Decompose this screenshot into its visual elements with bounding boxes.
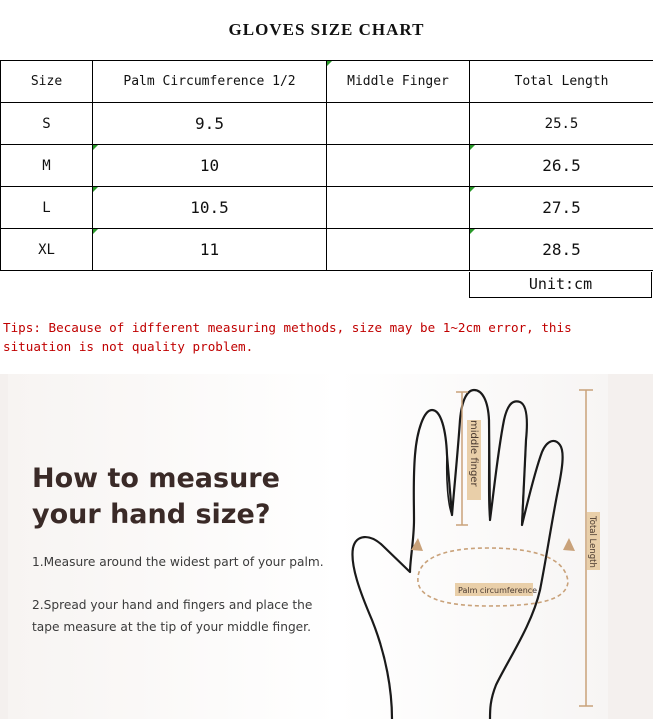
hand-illustration bbox=[340, 374, 653, 719]
tips-text: Tips: Because of idfferent measuring methods, size may be 1~2cm error, this situation is not quality problem. bbox=[3, 320, 572, 354]
cell-palm: 10 bbox=[93, 145, 327, 187]
cell-middle bbox=[327, 103, 470, 145]
header-size: Size bbox=[1, 61, 93, 103]
table-row bbox=[1, 145, 653, 187]
chart-title: GLOVES SIZE CHART bbox=[228, 20, 425, 39]
guide-step-2-line2: tape measure at the tip of your middle finger. bbox=[32, 620, 311, 634]
cell-size: L bbox=[1, 187, 93, 229]
cell-middle bbox=[327, 145, 470, 187]
cell-middle bbox=[327, 229, 470, 271]
unit-label: Unit:cm bbox=[469, 272, 652, 298]
header-total-length: Total Length bbox=[470, 61, 653, 103]
hand-outline-icon bbox=[352, 390, 562, 719]
table-row bbox=[1, 103, 653, 145]
size-table bbox=[0, 60, 653, 271]
cell-total: 27.5 bbox=[470, 187, 653, 229]
cell-size: XL bbox=[1, 229, 93, 271]
cell-total: 26.5 bbox=[470, 145, 653, 187]
guide-step-2-line1: 2.Spread your hand and fingers and place the bbox=[32, 598, 313, 612]
header-palm: Palm Circumference 1/2 bbox=[93, 61, 327, 103]
total-length-label: Total Length bbox=[587, 516, 597, 568]
cell-palm: 11 bbox=[93, 229, 327, 271]
table-row bbox=[1, 187, 653, 229]
cell-size: M bbox=[1, 145, 93, 187]
guide-step-1: 1.Measure around the widest part of your palm. bbox=[32, 555, 324, 569]
middle-finger-label: middle finger bbox=[468, 420, 479, 487]
guide-heading-line2: your hand size? bbox=[32, 499, 271, 530]
palm-circumference-label: Palm circumference bbox=[458, 586, 538, 595]
header-middle-finger: Middle Finger bbox=[327, 61, 470, 103]
table-row bbox=[1, 229, 653, 271]
cell-middle bbox=[327, 187, 470, 229]
cell-palm: 10.5 bbox=[93, 187, 327, 229]
cell-palm: 9.5 bbox=[93, 103, 327, 145]
guide-heading bbox=[32, 461, 362, 533]
cell-total: 28.5 bbox=[470, 229, 653, 271]
guide-step-2 bbox=[32, 594, 352, 638]
table-header-row bbox=[1, 61, 653, 103]
cell-total: 25.5 bbox=[470, 103, 653, 145]
guide-heading-line1: How to measure bbox=[32, 463, 280, 494]
cell-size: S bbox=[1, 103, 93, 145]
palm-arrow-right-icon bbox=[563, 538, 575, 551]
